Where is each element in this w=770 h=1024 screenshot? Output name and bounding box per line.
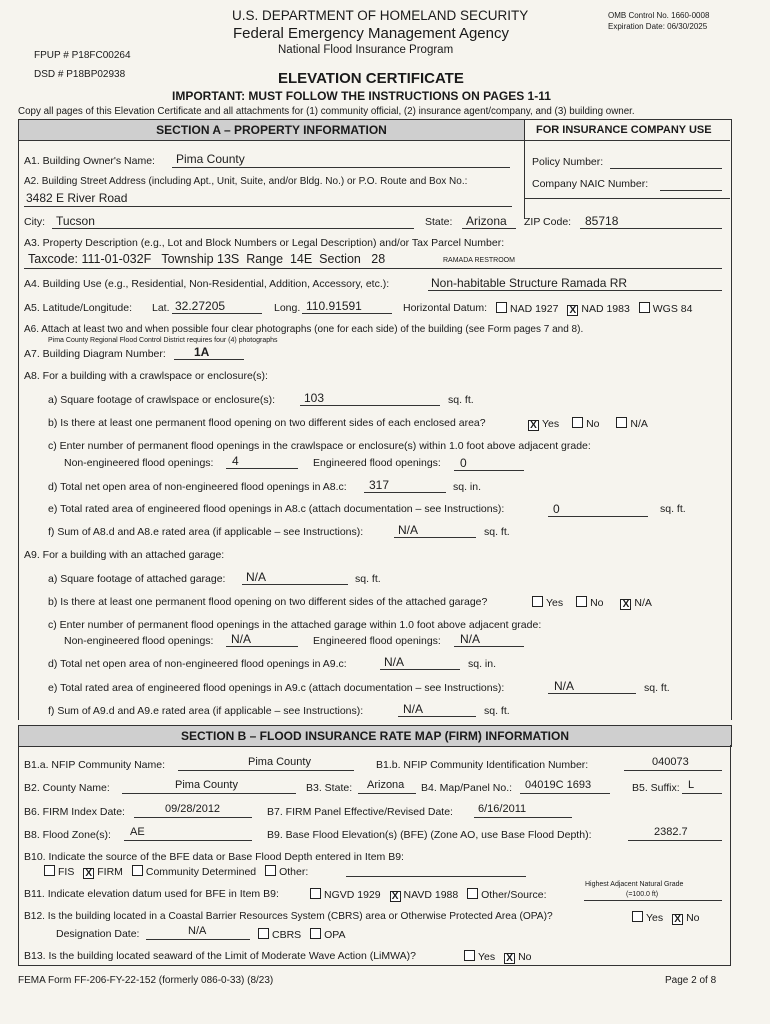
b4-value[interactable]: 04019C 1693: [525, 779, 592, 791]
b10-fis-label: FIS: [58, 866, 75, 878]
b11-other-label: Other/Source:: [481, 889, 547, 901]
a8a-unit: sq. ft.: [448, 394, 474, 406]
b10-options: [38, 865, 308, 879]
b1b-value[interactable]: 040073: [652, 756, 689, 768]
cbrs-label: CBRS: [272, 929, 302, 941]
a9c-engineered-value[interactable]: N/A: [460, 632, 481, 646]
a9b-no-checkbox[interactable]: [576, 596, 587, 607]
b7-label: B7. FIRM Panel Effective/Revised Date:: [267, 806, 453, 818]
a9d-label: d) Total net open area of non-engineered flood openings in A9.c:: [48, 658, 347, 670]
omb-number: OMB Control No. 1660-0008: [608, 11, 710, 20]
a9f-value[interactable]: N/A: [403, 702, 424, 716]
a8c-label: c) Enter number of permanent flood openings in the crawlspace or enclosure(s) within 1.0 foot above adjacent grade:: [48, 440, 591, 452]
b13-yes-checkbox[interactable]: [464, 950, 475, 961]
a8f-label: f) Sum of A8.d and A8.e rated area (if applicable – see Instructions):: [48, 526, 364, 538]
a8d-unit: sq. in.: [453, 481, 482, 493]
b9-label: B9. Base Flood Elevation(s) (BFE) (Zone AO, use Base Flood Depth):: [267, 829, 592, 841]
b2-label: B2. County Name:: [24, 782, 110, 794]
a8d-label: d) Total net open area of non-engineered flood openings in A8.c:: [48, 481, 347, 493]
a9d-unit: sq. in.: [468, 658, 497, 670]
datum-label: Horizontal Datum:: [403, 302, 488, 314]
a9-label: A9. For a building with an attached garage:: [24, 549, 225, 561]
city-value[interactable]: Tucson: [56, 214, 95, 228]
city-label: City:: [24, 216, 45, 228]
a8e-unit: sq. ft.: [660, 503, 686, 515]
b11-ngvd-checkbox[interactable]: [310, 888, 321, 899]
a8b-no-checkbox[interactable]: [572, 417, 583, 428]
b13-label: B13. Is the building located seaward of the Limit of Moderate Wave Action (LiMWA)?: [24, 950, 416, 962]
a9a-label: a) Square footage of attached garage:: [48, 573, 226, 585]
a9c-nonengineered-label: Non-engineered flood openings:: [64, 635, 214, 647]
a9b-na-checkbox[interactable]: X: [620, 599, 631, 610]
a9f-unit: sq. ft.: [484, 705, 510, 717]
b13-no-checkbox[interactable]: X: [504, 953, 515, 964]
a6-note: Pima County Regional Flood Control District requires four (4) photographs: [48, 337, 278, 344]
b1b-label: B1.b. NFIP Community Identification Number:: [376, 759, 589, 771]
a9c-nonengineered-value[interactable]: N/A: [231, 632, 252, 646]
a8c-engineered-label: Engineered flood openings:: [313, 457, 441, 469]
b5-value[interactable]: L: [688, 779, 695, 791]
b11-label: B11. Indicate elevation datum used for BFE in Item B9:: [24, 888, 279, 900]
dsd-number: DSD # P18BP02938: [34, 69, 126, 80]
long-label: Long.: [274, 302, 301, 314]
b12-cbrs-opa: [252, 928, 346, 941]
a9f-label: f) Sum of A9.d and A9.e rated area (if applicable – see Instructions):: [48, 705, 364, 717]
a9b-no-label: No: [590, 597, 604, 609]
cbrs-checkbox[interactable]: [258, 928, 269, 939]
b11-ngvd-label: NGVD 1929: [324, 889, 381, 901]
a3-note: RAMADA RESTROOM: [443, 257, 515, 264]
designation-label: Designation Date:: [56, 928, 140, 940]
b6-value[interactable]: 09/28/2012: [165, 803, 221, 815]
a8e-label: e) Total rated area of engineered flood openings in A8.c (attach documentation – see Instructions):: [48, 503, 505, 515]
b13-no-label: No: [518, 951, 532, 963]
b11-note-line2: (=100.0 ft): [626, 891, 659, 898]
a8e-value[interactable]: 0: [553, 502, 560, 516]
form-title: ELEVATION CERTIFICATE: [278, 70, 464, 87]
a9e-label: e) Total rated area of engineered flood openings in A9.c (attach documentation – see Instructions):: [48, 682, 505, 694]
a9e-value[interactable]: N/A: [554, 679, 575, 693]
datum-nad1983-label: NAD 1983: [581, 303, 630, 315]
b4-label: B4. Map/Panel No.:: [421, 782, 513, 794]
expiration-date: Expiration Date: 06/30/2025: [608, 22, 708, 31]
naic-number-field[interactable]: [660, 190, 722, 191]
a8a-value[interactable]: 103: [304, 391, 325, 405]
form-number: FEMA Form FF-206-FY-22-152 (formerly 086-0-33) (8/23): [18, 975, 274, 986]
b12-yes-checkbox[interactable]: [632, 911, 643, 922]
a7-diagram-number[interactable]: 1A: [194, 345, 210, 359]
a9a-value[interactable]: N/A: [246, 570, 267, 584]
a1-label: A1. Building Owner's Name:: [24, 155, 155, 167]
section-b-title: SECTION B – FLOOD INSURANCE RATE MAP (FIRM) INFORMATION: [18, 725, 732, 747]
datum-nad1927-label: NAD 1927: [510, 303, 559, 315]
b12-yes-label: Yes: [646, 912, 664, 924]
copy-note: Copy all pages of this Elevation Certificate and all attachments for (1) community official, (2) insurance agent/company, and (3) building owner.: [18, 106, 635, 117]
b7-value[interactable]: 6/16/2011: [478, 803, 527, 815]
b10-other-field[interactable]: [346, 876, 526, 877]
a8-label: A8. For a building with a crawlspace or enclosure(s):: [24, 370, 268, 382]
a9e-unit: sq. ft.: [644, 682, 670, 694]
b6-label: B6. FIRM Index Date:: [24, 806, 125, 818]
latitude-value[interactable]: 32.27205: [175, 299, 226, 313]
a8f-value[interactable]: N/A: [398, 523, 419, 537]
b11-navd-label: NAVD 1988: [403, 889, 459, 901]
b10-firm-checkbox[interactable]: X: [83, 868, 94, 879]
a1-owner-name[interactable]: Pima County: [176, 152, 245, 166]
a8c-nonengineered-label: Non-engineered flood openings:: [64, 457, 214, 469]
b3-value[interactable]: Arizona: [367, 779, 405, 791]
a4-label: A4. Building Use (e.g., Residential, Non-Residential, Addition, Accessory, etc.):: [24, 278, 390, 290]
agency-title: Federal Emergency Management Agency: [233, 25, 509, 42]
a9b-label: b) Is there at least one permanent flood opening on two different sides of the attached garage?: [48, 596, 488, 608]
a8d-value[interactable]: 317: [369, 478, 390, 492]
zip-value[interactable]: 85718: [585, 214, 619, 228]
a9c-engineered-label: Engineered flood openings:: [313, 635, 441, 647]
lat-label: Lat.: [152, 302, 170, 314]
b3-label: B3. State:: [306, 782, 353, 794]
datum-nad1927-checkbox[interactable]: [496, 302, 507, 313]
longitude-value[interactable]: 110.91591: [306, 299, 362, 313]
b11-navd-checkbox[interactable]: X: [390, 891, 401, 902]
page-number: Page 2 of 8: [665, 975, 717, 986]
insurance-use-title: FOR INSURANCE COMPANY USE: [536, 124, 712, 136]
b8-label: B8. Flood Zone(s):: [24, 829, 111, 841]
b8-value[interactable]: AE: [130, 826, 145, 838]
b10-other-label: Other:: [279, 866, 309, 878]
b12-options: [626, 911, 700, 925]
program-title: National Flood Insurance Program: [278, 44, 454, 56]
datum-wgs84-checkbox[interactable]: [639, 302, 650, 313]
a3-label: A3. Property Description (e.g., Lot and Block Numbers or Legal Description) and/or Tax Parcel Number:: [24, 237, 505, 249]
b10-community-label: Community Determined: [145, 866, 257, 878]
state-value[interactable]: Arizona: [466, 214, 507, 228]
a9c-label: c) Enter number of permanent flood openings in the attached garage within 1.0 foot above adjacent grade:: [48, 619, 542, 631]
a4-building-use[interactable]: Non-habitable Structure Ramada RR: [431, 276, 628, 290]
a8b-na-label: N/A: [630, 418, 648, 430]
a8a-label: a) Square footage of crawlspace or enclosure(s):: [48, 394, 276, 406]
b11-note-line1: Highest Adjacent Natural Grade: [585, 881, 684, 888]
a2-street-address[interactable]: 3482 E River Road: [26, 191, 128, 205]
policy-number-field[interactable]: [610, 168, 722, 169]
datum-nad1983-checkbox[interactable]: X: [567, 305, 578, 316]
b9-value[interactable]: 2382.7: [654, 826, 688, 838]
opa-label: OPA: [324, 929, 346, 941]
a8f-unit: sq. ft.: [484, 526, 510, 538]
a8b-no-label: No: [586, 418, 600, 430]
a9b-options: [526, 596, 652, 610]
b13-options: [458, 950, 532, 964]
state-label: State:: [425, 216, 453, 228]
a3-property-description[interactable]: Taxcode: 111-01-032F Township 13S Range 14E Section 28: [28, 252, 386, 266]
b13-yes-label: Yes: [478, 951, 496, 963]
designation-value[interactable]: N/A: [188, 925, 207, 937]
b2-value[interactable]: Pima County: [175, 779, 238, 791]
a8b-options: [522, 417, 648, 431]
a2-label: A2. Building Street Address (including Apt., Unit, Suite, and/or Bldg. No.) or P.O. Route and Box No.:: [24, 176, 468, 187]
a9b-yes-label: Yes: [546, 597, 564, 609]
a8b-label: b) Is there at least one permanent flood opening on two different sides of each enclosed area?: [48, 417, 486, 429]
fpup-number: FPUP # P18FC00264: [34, 50, 131, 61]
zip-label: ZIP Code:: [524, 216, 572, 228]
policy-number-label: Policy Number:: [532, 156, 604, 168]
datum-options: [490, 302, 692, 316]
a7-label: A7. Building Diagram Number:: [24, 348, 166, 360]
b11-other-checkbox[interactable]: [467, 888, 478, 899]
a8c-engineered-value[interactable]: 0: [460, 456, 467, 470]
b12-no-checkbox[interactable]: X: [672, 914, 683, 925]
b1a-value[interactable]: Pima County: [248, 756, 311, 768]
b10-firm-label: FIRM: [97, 866, 123, 878]
a8b-na-checkbox[interactable]: [616, 417, 627, 428]
a9a-unit: sq. ft.: [355, 573, 381, 585]
naic-number-label: Company NAIC Number:: [532, 178, 649, 190]
a5-label: A5. Latitude/Longitude:: [24, 302, 133, 314]
a6-label: A6. Attach at least two and when possible four clear photographs (one for each side) of the building (see Form pages 7 and 8).: [24, 324, 584, 335]
important-note: IMPORTANT: MUST FOLLOW THE INSTRUCTIONS ON PAGES 1-11: [172, 89, 551, 103]
b12-label: B12. Is the building located in a Coastal Barrier Resources System (CBRS) area or Otherwise Protected Area (OPA)?: [24, 911, 553, 922]
b10-fis-checkbox[interactable]: [44, 865, 55, 876]
dept-title: U.S. DEPARTMENT OF HOMELAND SECURITY: [232, 8, 529, 23]
a9b-yes-checkbox[interactable]: [532, 596, 543, 607]
a8c-nonengineered-value[interactable]: 4: [232, 454, 239, 468]
b12-no-label: No: [686, 912, 700, 924]
b10-other-checkbox[interactable]: [265, 865, 276, 876]
section-a-title: SECTION A – PROPERTY INFORMATION: [18, 119, 525, 141]
b10-label: B10. Indicate the source of the BFE data or Base Flood Depth entered in Item B9:: [24, 851, 404, 863]
a8b-yes-checkbox[interactable]: X: [528, 420, 539, 431]
opa-checkbox[interactable]: [310, 928, 321, 939]
b10-community-checkbox[interactable]: [132, 865, 143, 876]
datum-wgs84-label: WGS 84: [652, 303, 693, 315]
a9d-value[interactable]: N/A: [384, 655, 405, 669]
b5-label: B5. Suffix:: [632, 782, 680, 794]
b1a-label: B1.a. NFIP Community Name:: [24, 759, 166, 771]
a9b-na-label: N/A: [634, 597, 652, 609]
a8b-yes-label: Yes: [542, 418, 560, 430]
b11-options: [304, 888, 547, 902]
